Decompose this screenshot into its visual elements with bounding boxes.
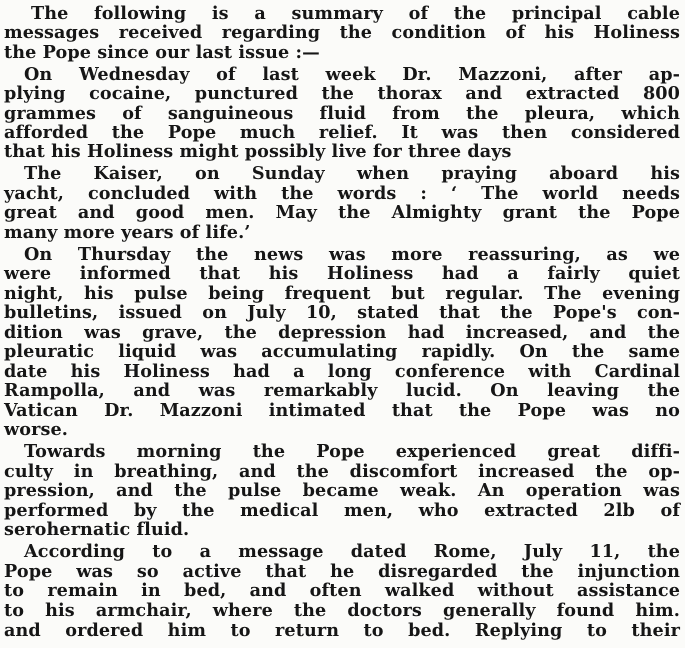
text-line: plying cocaine, punctured the thorax and extracted 800	[4, 83, 680, 104]
text-line: and ordered him to return to bed. Replying to their	[4, 620, 680, 641]
text-line: The following is a summary of the principal cable	[31, 3, 680, 24]
text-line: Vatican Dr. Mazzoni intimated that the Pope was no	[4, 400, 680, 421]
text-line: worse.	[4, 419, 68, 440]
text-line: great and good men. May the Almighty grant the Pope	[4, 202, 680, 223]
text-line: serohernatic fluid.	[4, 519, 190, 540]
text-line: night, his pulse being frequent but regular. The evening	[4, 283, 680, 304]
text-line: Towards morning the Pope experienced great diffi-	[24, 441, 680, 462]
text-line: dition was grave, the depression had increased, and the	[4, 322, 680, 343]
text-line: the Pope since our last issue :—	[4, 42, 320, 63]
text-line: many more years of life.’	[4, 222, 251, 243]
text-line: to remain in bed, and often walked without assistance	[4, 580, 680, 601]
text-line: pression, and the pulse became weak. An operation was	[4, 480, 680, 501]
text-line: On Wednesday of last week Dr. Mazzoni, after ap-	[24, 64, 680, 85]
text-line: date his Holiness had a long conference with Cardinal	[4, 361, 680, 382]
text-line: culty in breathing, and the discomfort increased the op-	[4, 461, 680, 482]
text-line: pleuratic liquid was accumulating rapidly. On the same	[4, 341, 680, 362]
text-line: yacht, concluded with the words : ‘ The world needs	[4, 183, 680, 204]
text-line: On Thursday the news was more reassuring, as we	[24, 244, 680, 265]
text-line: According to a message dated Rome, July 11, the	[24, 541, 680, 562]
text-line: Pope was so active that he disregarded the injunction	[4, 561, 680, 582]
text-line: messages received regarding the condition of his Holiness	[4, 22, 680, 43]
text-line: to his armchair, where the doctors generally found him.	[4, 600, 680, 621]
text-line: grammes of sanguineous fluid from the pleura, which	[4, 103, 680, 124]
text-line: bulletins, issued on July 10, stated that the Pope's con-	[4, 302, 680, 323]
text-line: that his Holiness might possibly live for three days	[4, 141, 512, 162]
text-line: The Kaiser, on Sunday when praying aboard his	[24, 163, 680, 184]
text-line: performed by the medical men, who extracted 2lb of	[4, 500, 680, 521]
text-line: Rampolla, and was remarkably lucid. On leaving the	[4, 380, 680, 401]
text-line: were informed that his Holiness had a fairly quiet	[4, 263, 680, 284]
text-line: afforded the Pope much relief. It was then considered	[4, 122, 680, 143]
